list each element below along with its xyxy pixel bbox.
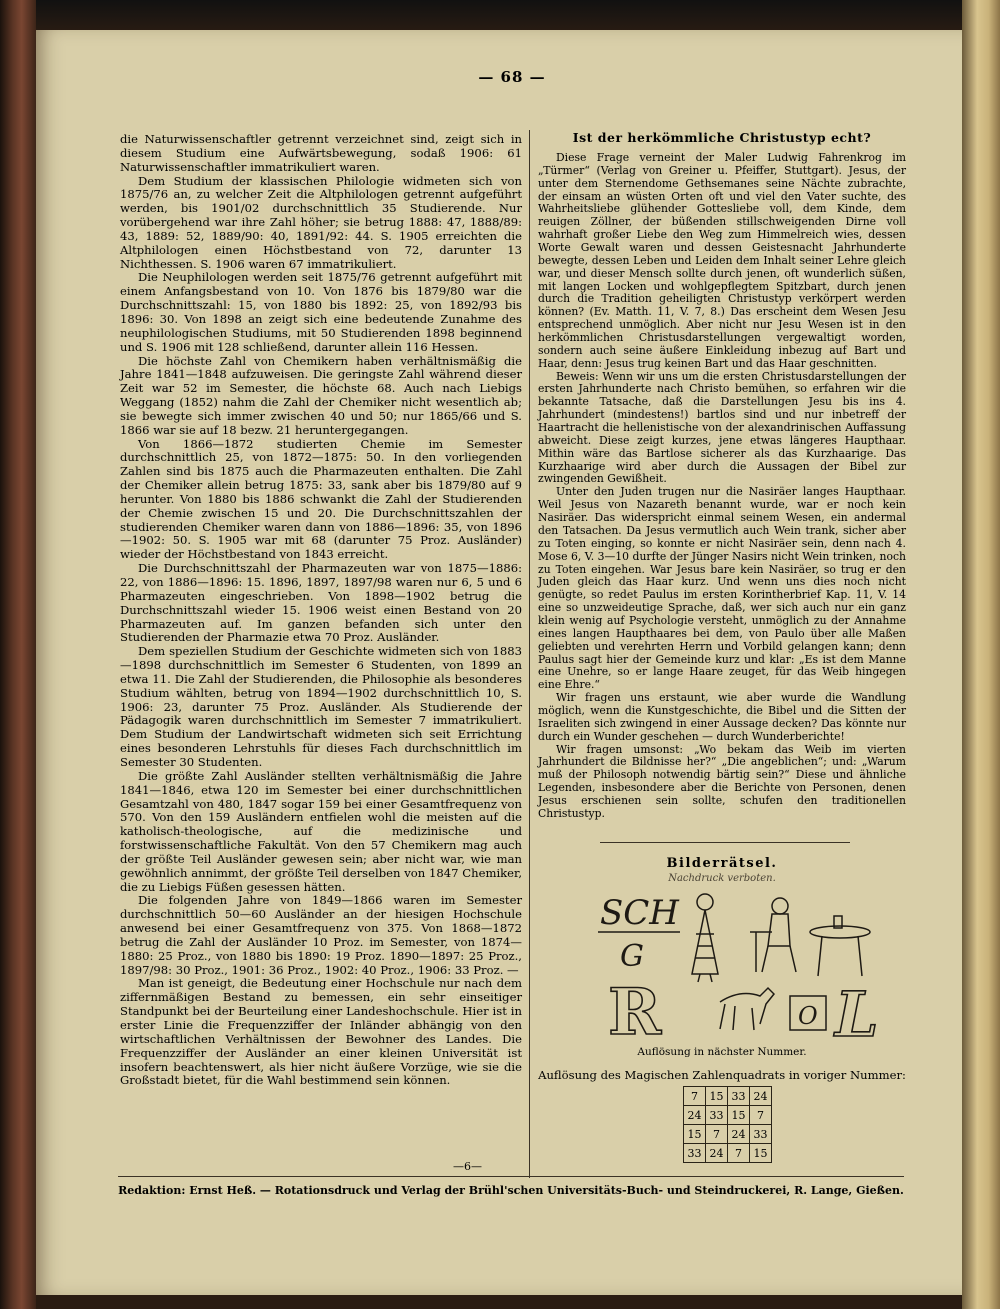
paragraph: Dem Studium der klassischen Philologie widmeten sich von 1875/76 an, zu welcher Zeit die Altphilologen getrennt aufgeführt werden, bis 1901/02 durchschnittlich 35 Studierende. Nur vorübergehend war ihre Zahl höher; sie betrug 1888: 47, 1888/89: 43, 1889: 52, 1889/90: 40, 1891/92: 44. S. 1905 erreichten die Altphilologen einen Höchstbestand von 72, darunter 13 Nichthessen. S. 1906 waren 67 immatrikuliert.: [120, 173, 522, 271]
table-row: [684, 1125, 772, 1144]
dog-icon: [720, 988, 774, 1030]
rebus-letter-g: G: [620, 939, 644, 974]
rebus-picture: [590, 884, 900, 1044]
table-cell: 24: [706, 1144, 728, 1163]
rebus-letter-sch: SCH: [600, 893, 679, 933]
table-cell: 7: [684, 1087, 706, 1106]
section-divider: [600, 842, 850, 843]
paragraph: die Naturwissenschaftler getrennt verzeichnet sind, zeigt sich in diesem Studium eine Aufwärtsbewegung, sodaß 1906: 61 Naturwissenschaftler immatrikuliert waren.: [120, 132, 522, 174]
magic-square-table: [683, 1086, 772, 1163]
column-divider: [529, 130, 530, 1178]
article-title: Ist der herkömmliche Christustyp echt?: [572, 130, 872, 145]
table-row: [684, 1106, 772, 1125]
table-cell: 33: [750, 1125, 772, 1144]
table-cell: 24: [728, 1125, 750, 1144]
rebus-letter-r: R: [608, 975, 662, 1044]
page-number: — 68 —: [478, 68, 546, 86]
puzzle-title: Bilderrätsel.: [666, 856, 778, 871]
paragraph: Die höchste Zahl von Chemikern haben verhältnismäßig die Jahre 1841—1848 aufzuweisen. Die geringste Zahl während dieser Zeit war 52 im Semester, die höchste 68. Auch nach Liebigs Weggang (1852) nahm die Zahl der Chemiker nicht wesentlich ab; sie bewegte sich immer zwischen 40 und 50; nur 1865/66 und S. 1866 war sie auf 18 bezw. 21 heruntergegangen.: [120, 353, 522, 437]
paragraph: Beweis: Wenn wir uns um die ersten Christusdarstellungen der ersten Jahrhunderte nach Christo bemühen, so erfahren wir die bekannte Tatsache, daß die Darstellungen Jesu bis ins 4. Jahrhundert (mindestens!) bartlos sind und nur inbetreff der Haartracht die hellenistische von der alexandrinischen Auffassung abweicht. Diese zeigt kurzes, jene etwas längeres Haupthaar. Mithin wäre das Bartlose sicherer als das Kurzhaarige. Das Kurzhaarige wird aber durch die Aussagen der Bibel zur zwingenden Gewißheit.: [538, 369, 906, 486]
book-binding: [0, 0, 36, 1309]
table-cell: 7: [706, 1125, 728, 1144]
paragraph: Dem speziellen Studium der Geschichte widmeten sich von 1883—1898 durchschnittlich im Semester 6 Studenten, von 1899 an etwa 11. Die Zahl der Studierenden, die Philosophie als besonderes Studium wählten, betrug von 1894—1902 durchschnittlich 10, S. 1906: 23, darunter 75 Proz. Ausländer. Als Studierende der Pädagogik waren durchschnittlich im Semester 7 immatrikuliert. Dem Studium der Landwirtschaft widmeten sich seit Errichtung eines besonderen Lehrstuhls für dieses Fach durchschnittlich im Semester 30 Studenten.: [120, 644, 522, 769]
column-end-mark: —6—: [453, 1160, 482, 1173]
paragraph: Man ist geneigt, die Bedeutung einer Hochschule nur nach dem ziffernmäßigen Bestand zu bemessen, ein sehr einseitiger Standpunkt bei der Beurteilung einer Landeshochschule. Hier ist in erster Linie die Frequenzziffer der Inländer abhängig von den wirtschaftlichen Verhältnissen der Bewohner des Landes. Die Frequenzziffer der Ausländer an einer kleinen Universität ist insofern beachtenswert, als hier nicht äußere Vorzüge, wie sie die Großstadt bietet, für die Wahl bestimmend sein können.: [120, 976, 522, 1088]
paragraph: Von 1866—1872 studierten Chemie im Semester durchschnittlich 25, von 1872—1875: 50. In den vorliegenden Zahlen sind bis 1875 auch die Pharmazeuten enthalten. Die Zahl der Chemiker allein betrug 1875: 33, sank aber bis 1879/80 auf 9 herunter. Von 1880 bis 1886 schwankt die Zahl der Studierenden der Chemie zwischen 15 und 20. Die Durchschnittszahlen der studierenden Chemiker waren dann von 1886—1896: 35, von 1896—1902: 50. S. 1905 war mit 68 (darunter 75 Proz. Ausländer) wieder der Höchstbestand von 1843 erreicht.: [120, 436, 522, 562]
puzzle-solution-note: Auflösung in nächster Nummer.: [637, 1046, 807, 1058]
imprint-footer: Redaktion: Ernst Heß. — Rotationsdruck und Verlag der Brühl'schen Universitäts-Buch- und Steindruckerei, R. Lange, Gießen.: [118, 1184, 904, 1197]
table-cell: 33: [728, 1087, 750, 1106]
right-column: [538, 152, 906, 821]
woman-figure-icon: [692, 894, 718, 982]
paragraph: Die Durchschnittszahl der Pharmazeuten war von 1875—1886: 22, von 1886—1896: 15. 1896, 1897, 1897/98 waren nur 6, 5 und 6 Pharmazeuten eingeschrieben. Von 1898—1902 betrug die Durchschnittszahl wieder 15. 1906 weist einen Bestand von 20 Pharmazeuten auf. Im ganzen befanden sich unter den Studierenden der Pharmazie etwa 70 Proz. Ausländer.: [120, 561, 522, 645]
table-cell: 15: [750, 1144, 772, 1163]
paragraph: Die folgenden Jahre von 1849—1866 waren im Semester durchschnittlich 50—60 Ausländer an der hiesigen Hochschule anwesend bei einer Gesamtfrequenz von 375. Von 1868—1872 betrug die Zahl der Ausländer 10 Proz. im Semester, von 1874—1880: 25 Proz., von 1880 bis 1890: 19 Proz. 1890—1897: 25 Proz., 1897/98: 30 Proz., 1901: 36 Proz., 1902: 40 Proz., 1906: 33 Proz. —: [120, 893, 522, 977]
table-cell: 24: [684, 1106, 706, 1125]
table-cell: 15: [684, 1125, 706, 1144]
paragraph: Unter den Juden trugen nur die Nasiräer langes Haupthaar. Weil Jesus von Nazareth benannt wurde, war er noch kein Nasiräer. Das widerspricht einmal seinem Wesen, ein andermal den Tatsachen. Da Jesus vermutlich auch Wein trank, sicher aber zu Toten einging, so konnte er nicht Nasiräer sein, denn nach 4. Mose 6, V. 3—10 durfte der Jünger Nasirs nicht Wein trinken, noch zu Toten eingehen. War Jesus bare kein Nasiräer, so trug er den Juden gleich das Haar kurz. Und wenn uns dies noch nicht genügte, so redet Paulus im ersten Korintherbrief Kap. 11, V. 14 eine so unzweideutige Sprache, daß, wer sich auch nur ein ganz klein wenig auf Psychologie versteht, unmöglich zu der Annahme eines langen Haupthaares bei dem, von Paulo über alle Maßen geliebten und verehrten Herrn und Vorbild gelangen kann; denn Paulus sagt hier der Gemeinde kurz und klar: „Es ist dem Manne eine Unehre, so er lange Haare zeuget, für das Weib hingegen eine Ehre.“: [538, 485, 906, 692]
table-cell: 15: [706, 1087, 728, 1106]
table-row: [684, 1087, 772, 1106]
table-cell: 33: [706, 1106, 728, 1125]
table-cell: 7: [750, 1106, 772, 1125]
rebus-letter-o: O: [798, 1002, 818, 1030]
left-column: [120, 133, 522, 1088]
rebus-illustration: [590, 884, 900, 1044]
footer-divider: [118, 1176, 904, 1177]
table-icon: [810, 916, 870, 976]
paragraph: Die Neuphilologen werden seit 1875/76 getrennt aufgeführt mit einem Anfangsbestand von 10. Von 1876 bis 1879/80 war die Durchschnittszahl: 15, von 1880 bis 1892: 25, von 1892/93 bis 1896: 30. Von 1898 an zeigt sich eine bedeutende Zunahme des neuphilologischen Studiums, mit 50 Studierenden 1898 beginnend und S. 1906 mit 128 schließend, darunter allein 116 Hessen.: [120, 270, 522, 354]
paragraph: Wir fragen umsonst: „Wo bekam das Weib im vierten Jahrhundert die Bildnisse her?“ „Die angeblichen“; und: „Warum muß der Philosoph notwendig bärtig sein?“ Diese und ähnliche Legenden, insbesondere aber die Berichte von Personen, denen Jesus erschienen sein sollte, schufen den traditionellen Christustyp.: [538, 742, 906, 820]
table-cell: 7: [728, 1144, 750, 1163]
paragraph: Diese Frage verneint der Maler Ludwig Fahrenkrog im „Türmer“ (Verlag von Greiner u. Pfeiffer, Stuttgart). Jesus, der unter dem Sternendome Gethsemanes seine Nächte zubrachte, der einsam an wüsten Orten oft und viel den Vater suchte, des Wahrheitsliebe glühender Gottesliebe voll, dem Kinde, dem reuigen Zöllner, der büßenden stillschweigenden Dirne voll wahrhaft großer Liebe den Weg zum Himmelreich wies, dessen Worte Gewalt waren und dessen Geistesnacht Jahrhunderte bewegte, dessen Leben und Leiden dem Inhalt seiner Lehre gleich war, und dieser Mensch sollte durch jenen, oft wunderlich süßen, mit langen Locken und wohlgepflegtem Spitzbart, durch jenen durch die Tradition geheiligten Christustyp verkörpert werden können? (Ev. Matth. 11, V. 7, 8.) Das erscheint dem Wesen Jesu entsprechend unmöglich. Aber nicht nur Jesu Wesen ist in den herkömmlichen Christusdarstellungen vergewaltigt worden, sondern auch seine äußere Einkleidung inbezug auf Bart und Haar, denn: Jesus trug keinen Bart und das Haar geschnitten.: [538, 151, 906, 370]
rebus-letter-l: L: [835, 978, 879, 1044]
paragraph: Wir fragen uns erstaunt, wie aber wurde die Wandlung möglich, wenn die Kunstgeschichte, die Bibel und die Sitten der Israeliten sich zwingend in einer Aussage decken? Das könnte nur durch ein Wunder geschehen — durch Wunderberichte!: [538, 691, 906, 743]
table-cell: 24: [750, 1087, 772, 1106]
next-page-edge: [962, 0, 1000, 1309]
magic-square-caption: Auflösung des Magischen Zahlenquadrats in voriger Nummer:: [538, 1068, 906, 1082]
table-cell: 33: [684, 1144, 706, 1163]
paragraph: Die größte Zahl Ausländer stellten verhältnismäßig die Jahre 1841—1846, etwa 120 im Semester bei einer durchschnittlichen Gesamtzahl von 480, 1847 sogar 159 bei einer Gesamtfrequenz von 570. Von den 159 Ausländern entfielen wohl die meisten auf die katholisch-theologische, auf die medizinische und forstwissenschaftliche Fakultät. Von den 57 Chemikern mag auch der größte Teil Ausländer gewesen sein; aber nicht war, wie man gewöhnlich annimmt, der größte Teil derselben von 1847 Chemiker, die zu Liebigs Füßen gesessen hätten.: [120, 768, 522, 894]
table-row: [684, 1144, 772, 1163]
table-cell: 15: [728, 1106, 750, 1125]
seated-man-icon: [750, 898, 796, 972]
scan-top-edge: [0, 0, 1000, 34]
puzzle-subtitle: Nachdruck verboten.: [668, 873, 776, 884]
